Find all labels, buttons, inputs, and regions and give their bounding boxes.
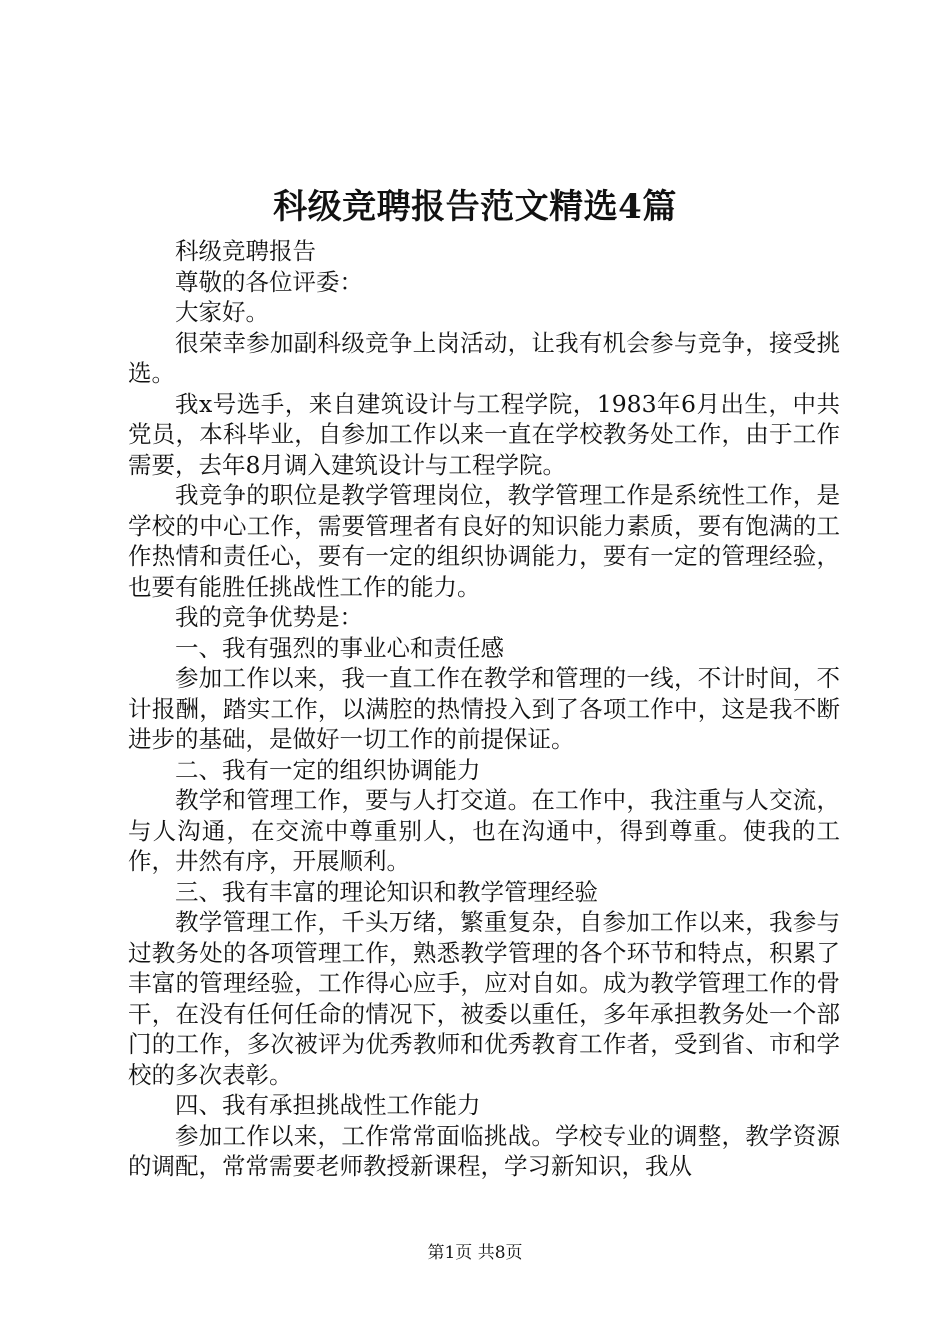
section-heading: 二、我有一定的组织协调能力	[175, 755, 481, 784]
paragraph: 参加工作以来，工作常常面临挑战。学校专业的调整，教学资源的调配，常常需要老师教授新课程，学习新知识，我从	[128, 1121, 840, 1180]
paragraph: 教学管理工作，千头万绪，繁重复杂，自参加工作以来，我参与过教务处的各项管理工作，熟悉教学管理的各个环节和特点，积累了丰富的管理经验，工作得心应手，应对自如。成为教学管理工作的骨干，在没有任何任命的情况下，被委以重任，多年承担教务处一个部门的工作，多次被评为优秀教师和优秀教育工作者，受到省、市和学校的多次表彰。	[128, 908, 840, 1089]
document-title: 科级竞聘报告范文精选4篇	[273, 187, 677, 227]
paragraph: 我竞争的职位是教学管理岗位，教学管理工作是系统性工作，是学校的中心工作，需要管理者有良好的知识能力素质，要有饱满的工作热情和责任心，要有一定的组织协调能力，要有一定的管理经验，也要有能胜任挑战性工作的能力。	[128, 481, 840, 601]
section-heading: 四、我有承担挑战性工作能力	[175, 1091, 481, 1119]
paragraph: 大家好。	[175, 298, 269, 326]
paragraph: 参加工作以来，我一直工作在教学和管理的一线，不计时间，不计报酬，踏实工作，以满腔的热情投入到了各项工作中，这是我不断进步的基础，是做好一切工作的前提保证。	[128, 664, 840, 753]
section-heading: 一、我有强烈的事业心和责任感	[175, 633, 504, 662]
paragraph: 尊敬的各位评委：	[175, 267, 363, 296]
page-number-footer: 第1页 共8页	[427, 1243, 523, 1263]
paragraph: 我的竞争优势是：	[175, 603, 363, 631]
paragraph: 教学和管理工作，要与人打交道。在工作中，我注重与人交流，与人沟通，在交流中尊重别人，也在沟通中，得到尊重。使我的工作，井然有序，开展顺利。	[128, 786, 840, 875]
paragraph: 科级竞聘报告	[175, 237, 316, 265]
paragraph: 很荣幸参加副科级竞争上岗活动，让我有机会参与竞争，接受挑选。	[128, 328, 840, 387]
paragraph: 我x号选手，来自建筑设计与工程学院，1983年6月出生，中共党员，本科毕业，自参加工作以来一直在学校教务处工作，由于工作需要，去年8月调入建筑设计与工程学院。	[128, 389, 840, 479]
section-heading: 三、我有丰富的理论知识和教学管理经验	[175, 877, 598, 906]
document-body	[128, 236, 840, 1182]
